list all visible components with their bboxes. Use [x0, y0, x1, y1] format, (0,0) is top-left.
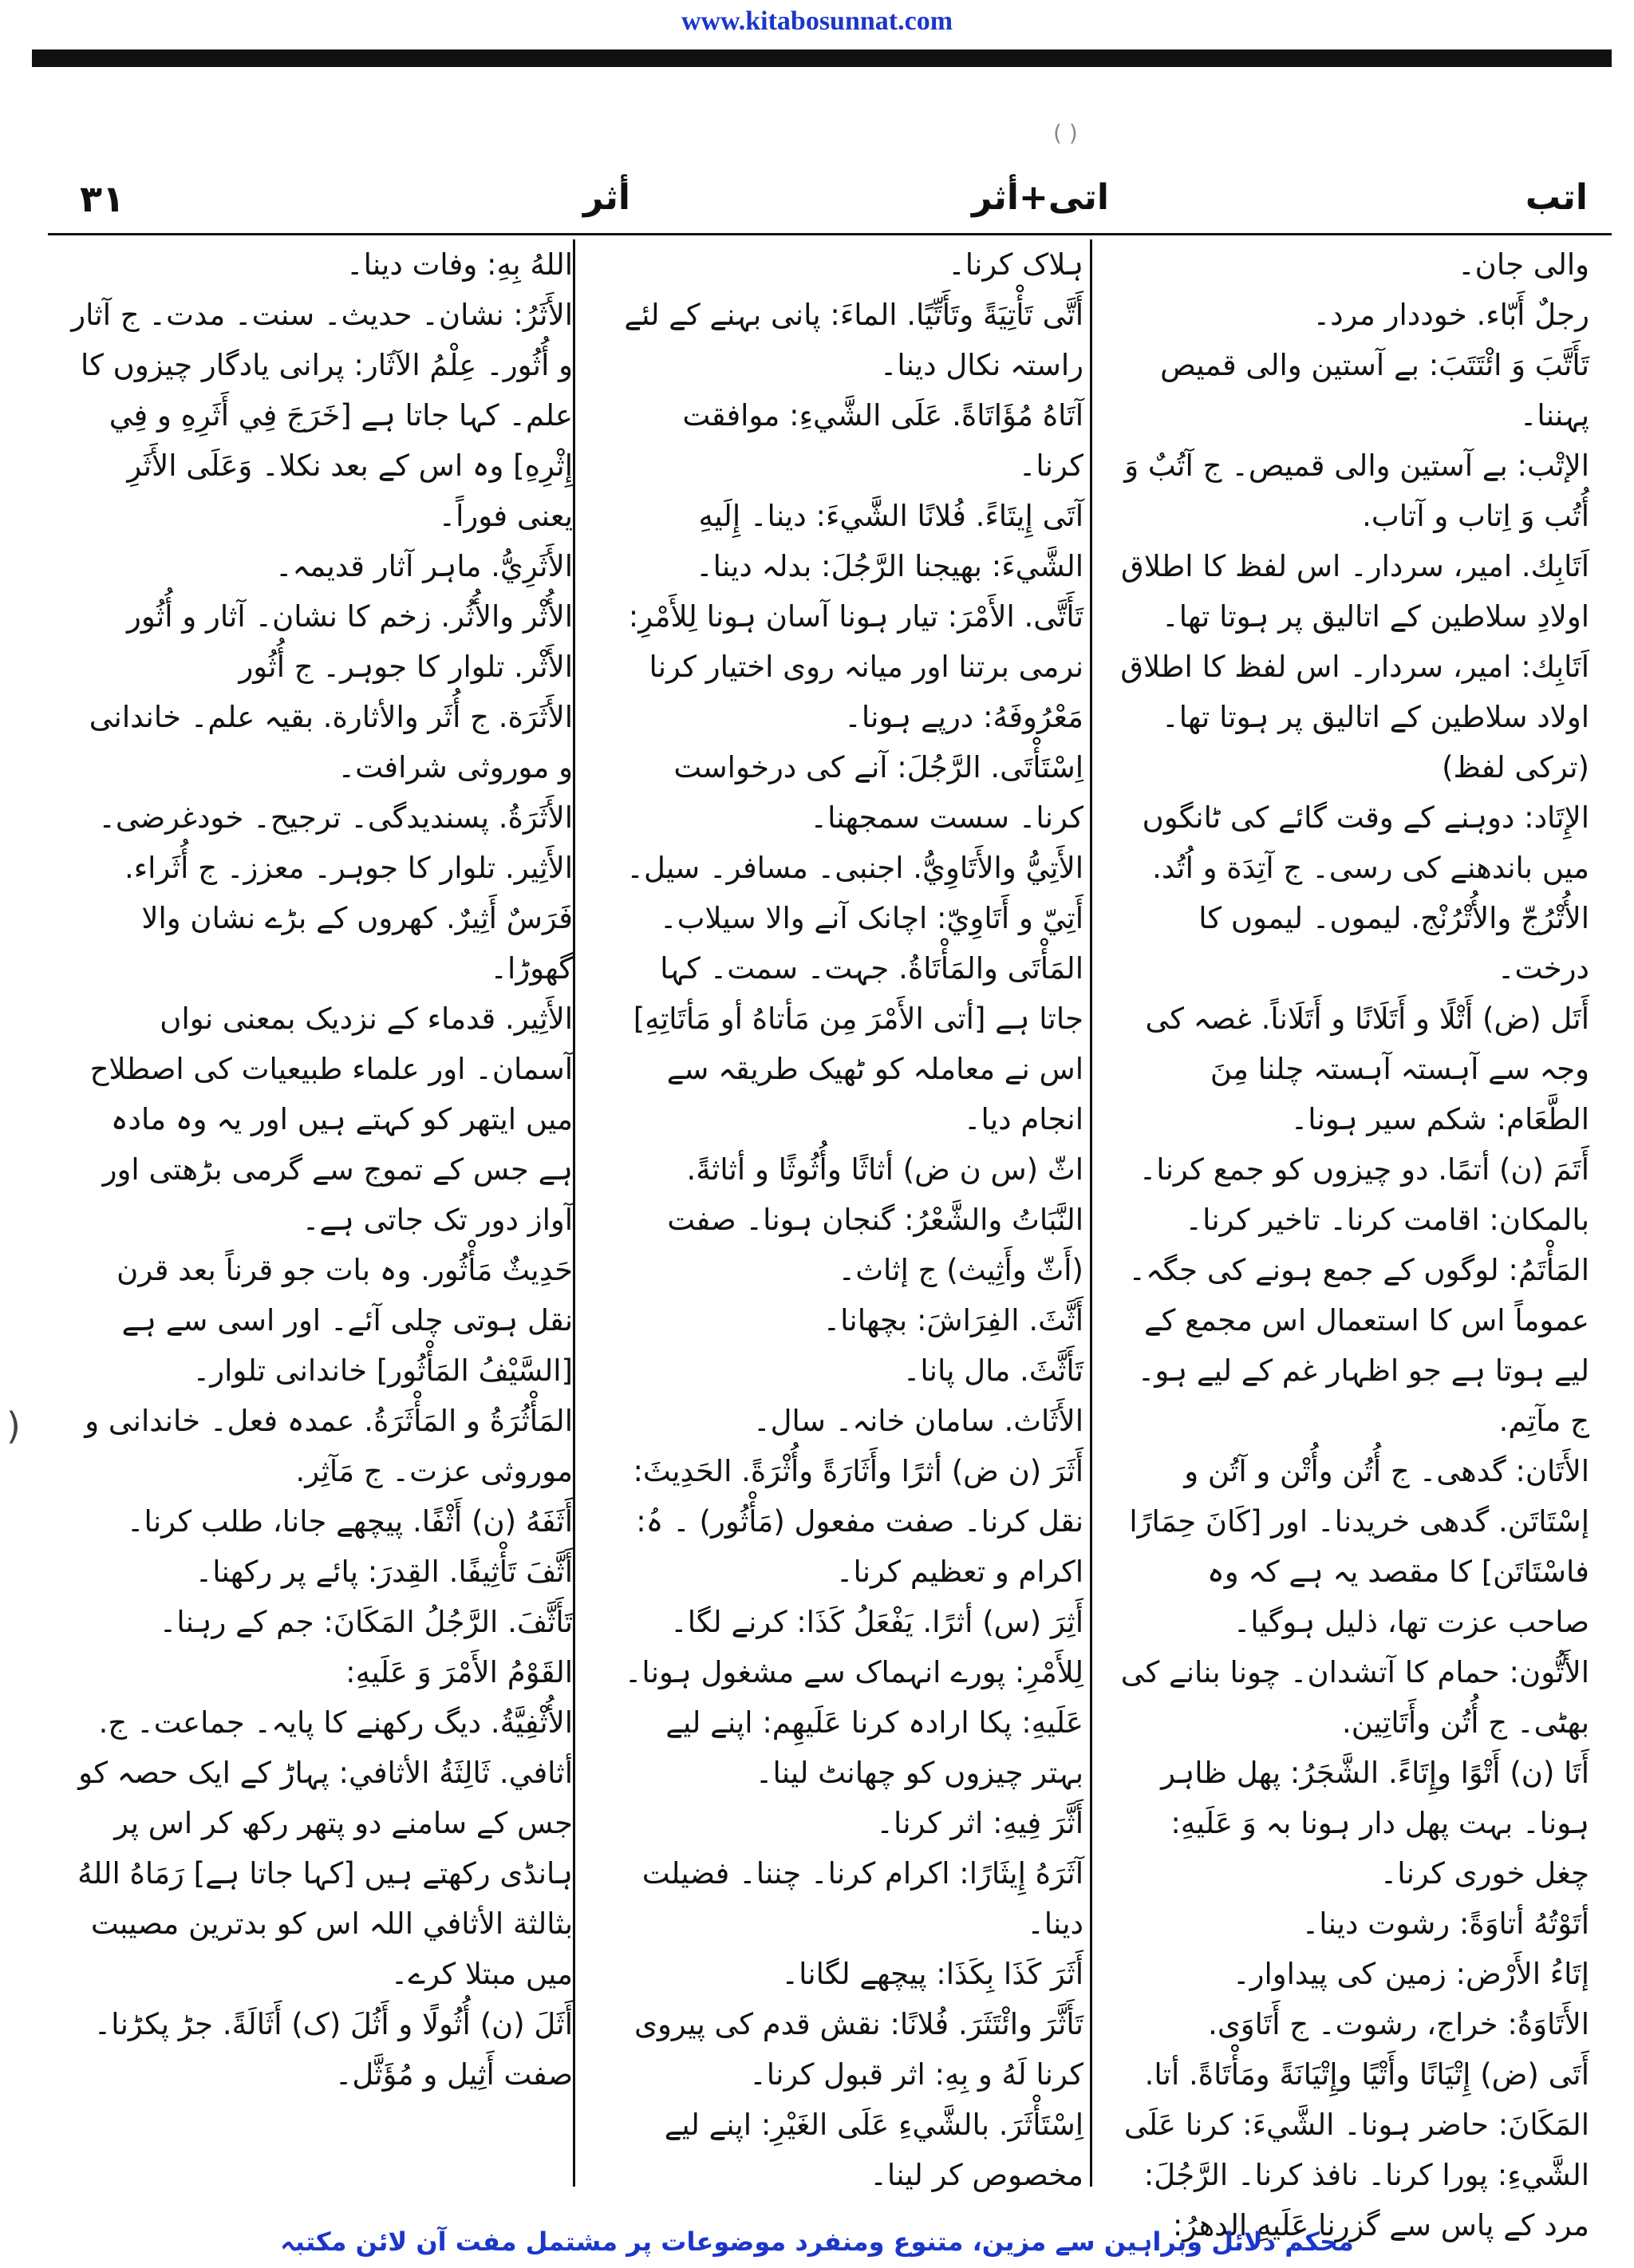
dictionary-entry: ہلاک کرنا۔ [948, 247, 1083, 282]
dictionary-entry: أَثَرَ (ن ض) أثرًا وأَثَارَةً وأُثْرَةً. الحَدِيثَ: نقل کرنا۔ صفت مفعول (مَأْثُور) ۔ ہُ: اکرام و تعظیم کرنا۔ [633, 1454, 1083, 1589]
dictionary-entry: المَأْثُرَةُ و المَأْثَرَةُ. عمدہ فعل۔ خاندانی و موروثی عزت۔ ج مَآثِر. [85, 1404, 573, 1488]
dictionary-entry: أَتَمَ (ن) أتمًا. دو چیزوں کو جمع کرنا۔ بالمكان: اقامت کرنا۔ تاخیر کرنا۔ [1139, 1152, 1589, 1237]
dictionary-entry: اَتَابِك: امیر، سردار۔ اس لفظ کا اطلاق اولاد سلاطین کے اتالیق پر ہوتا تھا۔ (ترکی لفظ) [1120, 650, 1589, 784]
dictionary-entry: مَعْرُوفَهُ: درپے ہونا۔ [844, 700, 1083, 734]
dictionary-entry: اِسْتَأْتَى. الرَّجُلَ: آنے کی درخواست کرنا۔ سست سمجھنا۔ [673, 750, 1083, 835]
page-ornament: ( ) [1053, 120, 1078, 146]
margin-mark: ) [6, 1405, 21, 1448]
dictionary-entry: اِسْتَأْثَرَ. بالشَّيءِ عَلَى الغَيْرِ: اپنے لیے مخصوص کر لینا۔ [664, 2108, 1083, 2192]
dictionary-entry: الأَثَرَة. ج أُثَر والأثارة. بقیہ علم۔ خاندانی و موروثی شرافت۔ [89, 700, 573, 784]
dictionary-entry: الأُتْرُجّ والأُتْرُنْج. لیموں۔ لیموں کا درخت۔ [1198, 901, 1589, 986]
dictionary-entry: الأُثْر والأُثُر. زخم کا نشان۔ آثار و أُثُور [127, 599, 573, 634]
running-head [48, 177, 1612, 233]
dictionary-entry: الإِتَاد: دوہنے کے وقت گائے کی ٹانگوں میں باندھنے کی رسی۔ ج آتِدَة و اُتُد. [1142, 800, 1589, 885]
footer-tagline[interactable]: محکم دلائل وبراہین سے مزین، متنوع ومنفرد موضوعات پر مشتمل مفت آن لائن مکتبہ [280, 2227, 1354, 2257]
dictionary-entry: الأَتِيُّ والأَتَاوِيُّ. اجنبی۔ مسافر۔ سیل۔ [626, 851, 1083, 885]
running-head-mid: أثر [583, 177, 630, 218]
dictionary-entry: الأَتُّون: حمام کا آتشدان۔ چونا بنانے کی بھٹی۔ ج أُتُن وأَتَاتِين. [1120, 1655, 1589, 1740]
dictionary-entry: أَتِيّ و أَتَاوِيّ: اچانک آنے والا سیلاب۔ [659, 901, 1083, 935]
dictionary-entry: أَتَى (ض) إِتْيَانًا وأَتْيًا وإِتْيَانَةً ومَأْتَاةً. أتا. المَكَانَ: حاضر ہونا۔ الشَّيءَ: کرنا عَلَى الشَّيءِ: پورا کرنا۔ نافذ کرنا۔ الرَّجُلَ: مرد کے پاس سے گزرنا عَلَيهِ الدهرُ: [1123, 2057, 1589, 2242]
column-middle [613, 239, 1083, 2192]
column-right [1119, 239, 1589, 2242]
dictionary-entry: فَرَسٌ أَثِيرٌ. کھروں کے بڑے نشان والا گھوڑا۔ [141, 901, 573, 986]
dictionary-entry: اَتَابِك. امیر، سردار۔ اس لفظ کا اطلاق اولادِ سلاطین کے اتالیق پر ہوتا تھا۔ [1121, 549, 1589, 634]
dictionary-entry: والی جان۔ [1457, 247, 1589, 282]
dictionary-entry: الأَتَان: گدھی۔ ج أُتُن وأُتْن و آتُن و إسْتَاتَن. گدھی خریدنا۔ اور [كَانَ حِمَارًا فاسْتَاتَن] کا مقصد یہ ہے کہ وہ صاحب عزت تھا، ذلیل ہوگیا۔ [1129, 1454, 1589, 1639]
dictionary-entry: الأَثَرِيُّ. ماہر آثار قدیمہ۔ [274, 549, 573, 583]
column-left [70, 239, 573, 2180]
dictionary-entry: اللهُ بِهِ: وفات دینا۔ [345, 247, 573, 282]
column-divider-1 [1090, 239, 1092, 2187]
dictionary-entry: أَتَا (ن) أَتْوًا وإِتَاءً. الشَّجَرُ: پھل ظاہر ہونا۔ بہت پھل دار ہونا بہ وَ عَلَيهِ: چغل خوری کرنا۔ [1161, 1756, 1589, 1891]
dictionary-entry: الأَتَاوَةُ: خراج، رشوت۔ ج أَتَاوَى. [1208, 2007, 1589, 2041]
dictionary-entry: الأُثْفِيَّةُ. دیگ رکھنے کا پایہ۔ جماعت۔ ج. أثافي. ثَالِثَةُ الأثافي: پہاڑ کے ایک حصہ کو جس کے سامنے دو پتھر رکھ کر اس پر ہانڈی رکھتے ہیں [کہا جاتا ہے] رَمَاهُ اللهُ بثالثة الأثافي اللہ اس کو بدترین مصیبت میں مبتلا کرے۔ [77, 1705, 573, 1991]
dictionary-entry: المَأْتَى والمَأْتَاةُ. جہت۔ سمت۔ کہا جاتا ہے [أتى الأَمْرَ مِن مَأتاهُ أو مَأتَاتِهِ] اس نے معاملہ کو ٹھیک طریقہ سے انجام دیا۔ [633, 951, 1083, 1136]
dictionary-entry: الأَثْر. تلوار کا جوہر۔ ج أُثُور [239, 650, 573, 684]
page-number: ۳۱ [80, 177, 125, 220]
dictionary-entry: تَأَتَّى. الأَمْرَ: تیار ہونا آسان ہونا لِلأَمْرِ: نرمی برتنا اور میانہ روی اختیار کرنا [628, 599, 1083, 684]
dictionary-entry: آثَرَهُ إِيثَارًا: اکرام کرنا۔ چننا۔ فضیلت دینا۔ [641, 1856, 1083, 1941]
top-rule [32, 49, 1612, 67]
dictionary-entry: آتَاهُ مُؤَاتَاةً. عَلَى الشَّيءِ: موافقت کرنا۔ [682, 398, 1083, 483]
dictionary-entry: الأَثَرَةُ. پسندیدگی۔ ترجیح۔ خودغرضی۔ [98, 800, 573, 835]
dictionary-entry: أَتَل (ض) أَتْلًا و أَتَلَانًا و أَتَلَاناً. غصہ کی وجہ سے آہستہ آہستہ چلنا مِنَ الطَّعَام: شکم سیر ہونا۔ [1145, 1002, 1589, 1136]
dictionary-entry: إتَاءُ الأَرْض: زمین کی پیداوار۔ [1232, 1957, 1589, 1991]
dictionary-entry: أَثَفَهُ (ن) أَثْفًا. پیچھے جانا، طلب کرنا۔ [126, 1504, 573, 1539]
dictionary-entry: أَثَّفَ تَأْثِيفًا. القِدرَ: پائے پر رکھنا۔ [195, 1555, 573, 1589]
dictionary-entry: آتَى إِيتَاءً. فُلانًا الشَّيءَ: دینا۔ إِلَيهِ الشَّيءَ: بھیجنا الرَّجُلَ: بدلہ دینا۔ [695, 499, 1083, 583]
dictionary-entry: أَتَّى تَأْتِيَةً وتَأَتِّيًا. الماءَ: پانی بہنے کے لئے راستہ نکال دینا۔ [624, 298, 1083, 382]
dictionary-entry: المَأْتَمُ: لوگوں کے جمع ہونے کی جگہ۔ عموماً اس کا استعمال اس مجمع کے لیے ہوتا ہے جو اظہار غم کے لیے ہو۔ ج مآتِم. [1128, 1253, 1589, 1438]
dictionary-entry: الإتْب: بے آستین والی قمیص۔ ج آتُبٌ وَ أُتُب وَ اِتاب و آتاب. [1124, 448, 1589, 533]
column-divider-2 [573, 239, 575, 2187]
dictionary-entry: تَأَثَّفَ. الرَّجُلُ المَكَانَ: جم کے رہنا۔ [159, 1605, 573, 1639]
dictionary-entry: النَّبَاتُ والشَّعْرُ: گنجان ہونا۔ صفت (أَثّ وأَثِيث) ج إثاث۔ [667, 1203, 1083, 1287]
dictionary-entry: حَدِيثٌ مَأْثُور. وہ بات جو قرناً بعد قرن نقل ہوتی چلی آئے۔ اور اسی سے ہے [السَّيْفُ المَأْثُور] خاندانی تلوار۔ [116, 1253, 573, 1388]
dictionary-entry: الأَثِير. قدماء کے نزدیک بمعنی نواں آسمان۔ اور علماء طبیعیات کی اصطلاح میں ایتھر کو کہتے ہیں اور یہ وہ مادہ ہے جس کے تموج سے گرمی بڑھتی اور آواز دور تک جاتی ہے۔ [89, 1002, 573, 1237]
dictionary-entry: أَثَّرَ فِيهِ: اثر کرنا۔ [876, 1806, 1083, 1840]
dictionary-entry: أتَوْتُهُ أتاوَةً: رشوت دینا۔ [1301, 1906, 1589, 1941]
dictionary-entry: أَثِرَ (س) أثرًا. يَفْعَلُ كَذَا: کرنے لگا۔ لِلأَمْرِ: پورے انہماک سے مشغول ہونا۔ عَلَيهِ: پکا ارادہ کرنا عَلَيهِم: اپنے لیے بہتر چیزوں کو چھانٹ لینا۔ [624, 1605, 1083, 1790]
site-url[interactable]: www.kitabosunnat.com [681, 6, 953, 36]
dictionary-entry: أَثَّثَ. الفِرَاشَ: بچھانا۔ [823, 1303, 1083, 1337]
dictionary-entry: تَأَثَّرَ وائْتَثَرَ. فُلانًا: نقش قدم کی پیروی کرنا لَهُ و بِهِ: اثر قبول کرنا۔ [634, 2007, 1083, 2092]
dictionary-entry: رجلٌ أَبّاء. خوددار مرد۔ [1312, 298, 1589, 332]
dictionary-entry: الأَثَاث. سامان خانہ۔ سال۔ [752, 1404, 1083, 1438]
running-head-right: اتب [1525, 177, 1588, 218]
dictionary-entry: أَثَلَ (ن) أُثُولًا و أَثُلَ (ک) أَثَالَةً. جڑ پکڑنا۔ صفت أَثِيل و مُؤَثَّل۔ [93, 2007, 573, 2092]
running-head-center: اتی+أثر [972, 177, 1109, 218]
dictionary-entry: أَثَرَ كَذَا بِكَذَا: پیچھے لگانا۔ [781, 1957, 1083, 1991]
dictionary-entry: الأَثَرُ: نشان۔ حدیث۔ سنت۔ مدت۔ ج آثار و أُثُور۔ عِلْمُ الآثَار: پرانی یادگار چیزوں کا علم۔ کہا جاتا ہے [خَرَجَ فِي أَثَرِهِ و فِي إِثْرِهِ] وہ اس کے بعد نکلا۔ وَعَلَى الأَثَرِ یعنی فوراً۔ [71, 298, 573, 533]
dictionary-entry: اثّ (س ن ض) أثاثًا وأُثُوثًا و أثاثةً. [686, 1152, 1083, 1187]
dictionary-entry: القَوْمُ الأَمْرَ وَ عَلَيهِ: [345, 1655, 573, 1689]
dictionary-entry: الأَثِير. تلوار کا جوہر۔ معزز۔ ج أُثَراء. [124, 851, 573, 885]
header-rule [48, 233, 1612, 235]
dictionary-entry: تَأَتَّبَ وَ ائْتَتَبَ: بے آستین والی قمیص پہننا۔ [1160, 348, 1589, 433]
dictionary-entry: تَأَثَّثَ. مال پانا۔ [902, 1353, 1083, 1388]
